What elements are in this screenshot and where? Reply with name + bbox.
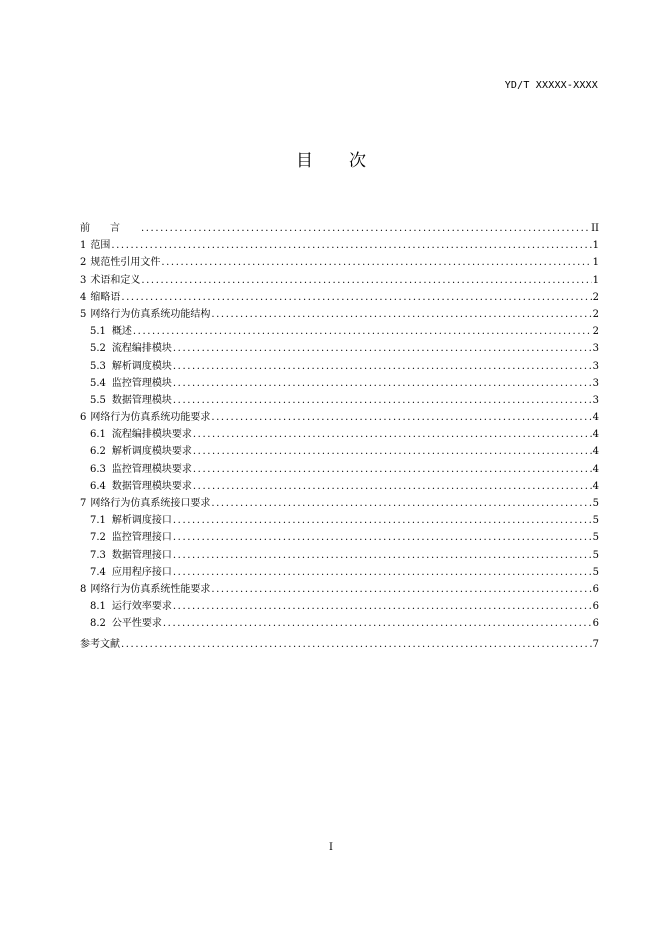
toc-entry-number: 8.1 bbox=[90, 601, 106, 613]
toc-entry-number: 5.4 bbox=[90, 377, 106, 389]
toc-entry-page: 1 bbox=[592, 257, 599, 269]
toc-entry-title: 流程编排模块要求 bbox=[111, 429, 192, 441]
toc-entry-page: 5 bbox=[592, 549, 599, 561]
toc-entry-page: 7 bbox=[592, 638, 599, 650]
toc-entry-page: 2 bbox=[592, 308, 599, 320]
toc-entry-number: 5.2 bbox=[90, 343, 106, 355]
toc-entry[interactable] bbox=[80, 289, 599, 306]
toc-entry-page: 1 bbox=[592, 274, 599, 286]
toc-leader-dots bbox=[173, 512, 592, 529]
toc-entry-page: 6 bbox=[592, 583, 599, 595]
toc-entry[interactable] bbox=[80, 340, 599, 357]
toc-entry-title: 网络行为仿真系统性能要求 bbox=[90, 583, 211, 595]
toc-entry[interactable] bbox=[80, 220, 599, 237]
page-title: 目次 bbox=[296, 151, 402, 171]
toc-entry-number: 8.2 bbox=[90, 618, 106, 630]
toc-entry-page: 5 bbox=[592, 532, 599, 544]
toc-entry-number: 7 bbox=[80, 498, 87, 509]
toc-leader-dots bbox=[141, 272, 591, 289]
toc-leader-dots bbox=[173, 375, 592, 392]
toc-entry[interactable] bbox=[80, 409, 599, 426]
toc-leader-dots bbox=[173, 547, 592, 564]
toc-entry-page: 3 bbox=[592, 377, 599, 389]
toc-leader-dots bbox=[121, 636, 592, 653]
toc-entry[interactable] bbox=[80, 495, 599, 512]
toc-entry[interactable] bbox=[80, 598, 599, 615]
toc-leader-dots bbox=[193, 461, 592, 478]
toc-entry-number: 5.5 bbox=[90, 394, 106, 406]
toc-entry-page: 5 bbox=[592, 566, 599, 578]
toc-entry-number: 7.4 bbox=[90, 566, 106, 578]
toc-entry-number: 4 bbox=[80, 291, 87, 303]
toc-entry-title: 解析调度模块要求 bbox=[111, 446, 192, 458]
toc-entry-page: 4 bbox=[592, 429, 599, 441]
toc-entry-page: 3 bbox=[592, 394, 599, 406]
toc-entry[interactable] bbox=[80, 358, 599, 375]
toc-entry-number: 3 bbox=[80, 274, 87, 286]
toc-entry-title: 数据管理模块 bbox=[111, 394, 172, 406]
toc-entry-page: 4 bbox=[592, 480, 599, 492]
toc-entry[interactable] bbox=[80, 237, 599, 254]
toc-entry-number: 7.2 bbox=[90, 532, 106, 544]
toc-entry-page: 3 bbox=[592, 343, 599, 355]
toc-leader-dots bbox=[121, 289, 591, 306]
toc-entry-title: 公平性要求 bbox=[111, 618, 162, 630]
toc-entry-title: 数据管理模块要求 bbox=[111, 480, 192, 492]
toc-entry-page: 6 bbox=[592, 618, 599, 630]
toc-entry-page: 5 bbox=[592, 498, 599, 509]
toc-leader-dots bbox=[193, 443, 592, 460]
toc-entry[interactable] bbox=[80, 306, 599, 323]
toc-entry[interactable] bbox=[80, 636, 599, 653]
toc-leader-dots bbox=[111, 237, 591, 254]
toc-entry-title: 运行效率要求 bbox=[111, 601, 172, 613]
page-number: I bbox=[329, 842, 333, 853]
toc-leader-dots bbox=[161, 254, 591, 271]
toc-entry-title: 前言 bbox=[80, 223, 140, 234]
toc-entry-number: 7.3 bbox=[90, 549, 106, 561]
toc-leader-dots bbox=[141, 220, 590, 237]
toc-entry[interactable] bbox=[80, 461, 599, 478]
toc-entry[interactable] bbox=[80, 581, 599, 598]
toc-entry[interactable] bbox=[80, 426, 599, 443]
toc-entry-title: 范围 bbox=[90, 240, 111, 252]
toc-entry-number: 2 bbox=[80, 257, 87, 269]
toc-entry-page: 4 bbox=[592, 412, 599, 424]
toc-leader-dots bbox=[211, 306, 591, 323]
toc-entry-title: 规范性引用文件 bbox=[90, 257, 161, 269]
toc-entry-number: 6.3 bbox=[90, 463, 106, 475]
toc-entry-number: 5.1 bbox=[90, 326, 106, 338]
toc-entry-number: 1 bbox=[80, 240, 87, 252]
toc-entry-title: 缩略语 bbox=[90, 291, 121, 303]
toc-entry-title: 解析调度模块 bbox=[111, 360, 172, 372]
toc-entry-title: 网络行为仿真系统接口要求 bbox=[90, 498, 211, 509]
toc-entry[interactable] bbox=[80, 564, 599, 581]
toc-entry[interactable] bbox=[80, 529, 599, 546]
toc-entry-title: 网络行为仿真系统功能要求 bbox=[90, 412, 211, 424]
toc-leader-dots bbox=[211, 409, 591, 426]
toc-entry-number: 7.1 bbox=[90, 515, 106, 527]
toc-entry[interactable] bbox=[80, 254, 599, 271]
toc-leader-dots bbox=[211, 495, 591, 512]
toc-entry-title: 监控管理模块要求 bbox=[111, 463, 192, 475]
toc-entry[interactable] bbox=[80, 443, 599, 460]
toc-entry-number: 5.3 bbox=[90, 360, 106, 372]
toc-entry-page: 5 bbox=[592, 515, 599, 527]
toc-leader-dots bbox=[133, 323, 592, 340]
toc-leader-dots bbox=[173, 564, 592, 581]
toc-entry-page: 2 bbox=[592, 291, 599, 303]
toc-entry-number: 8 bbox=[80, 583, 87, 595]
toc-leader-dots bbox=[163, 615, 592, 632]
toc-entry-page: 6 bbox=[592, 601, 599, 613]
table-of-contents bbox=[80, 220, 599, 653]
toc-entry-number: 6.2 bbox=[90, 446, 106, 458]
toc-entry[interactable] bbox=[80, 323, 599, 340]
toc-entry-number: 6.1 bbox=[90, 429, 106, 441]
toc-entry-number: 6.4 bbox=[90, 480, 106, 492]
toc-entry-page: 3 bbox=[592, 360, 599, 372]
toc-entry[interactable] bbox=[80, 512, 599, 529]
toc-entry[interactable] bbox=[80, 392, 599, 409]
toc-leader-dots bbox=[211, 581, 591, 598]
toc-entry[interactable] bbox=[80, 478, 599, 495]
toc-entry-page: 2 bbox=[592, 326, 599, 338]
toc-entry[interactable] bbox=[80, 272, 599, 289]
toc-entry-title: 解析调度接口 bbox=[111, 515, 172, 527]
toc-leader-dots bbox=[173, 392, 592, 409]
toc-entry-page: 4 bbox=[592, 446, 599, 458]
toc-entry-title: 监控管理模块 bbox=[111, 377, 172, 389]
toc-leader-dots bbox=[173, 358, 592, 375]
toc-entry-title: 概述 bbox=[111, 326, 132, 338]
toc-leader-dots bbox=[193, 426, 592, 443]
toc-leader-dots bbox=[193, 478, 592, 495]
toc-leader-dots bbox=[173, 340, 592, 357]
toc-entry-page: 1 bbox=[592, 240, 599, 252]
toc-entry-title: 参考文献 bbox=[80, 638, 120, 650]
document-code: YD/T XXXXX-XXXX bbox=[504, 80, 598, 91]
toc-entry[interactable] bbox=[80, 375, 599, 392]
toc-entry-title: 应用程序接口 bbox=[111, 566, 172, 578]
toc-entry-page: 4 bbox=[592, 463, 599, 475]
toc-leader-dots bbox=[173, 529, 592, 546]
toc-entry[interactable] bbox=[80, 615, 599, 632]
toc-entry-title: 数据管理接口 bbox=[111, 549, 172, 561]
toc-entry-title: 网络行为仿真系统功能结构 bbox=[90, 308, 211, 320]
toc-entry-title: 流程编排模块 bbox=[111, 343, 172, 355]
toc-entry[interactable] bbox=[80, 547, 599, 564]
toc-entry-page: II bbox=[591, 223, 599, 234]
toc-leader-dots bbox=[173, 598, 592, 615]
toc-entry-title: 监控管理接口 bbox=[111, 532, 172, 544]
toc-entry-number: 6 bbox=[80, 412, 87, 424]
toc-entry-title: 术语和定义 bbox=[90, 274, 141, 286]
toc-entry-number: 5 bbox=[80, 308, 87, 320]
